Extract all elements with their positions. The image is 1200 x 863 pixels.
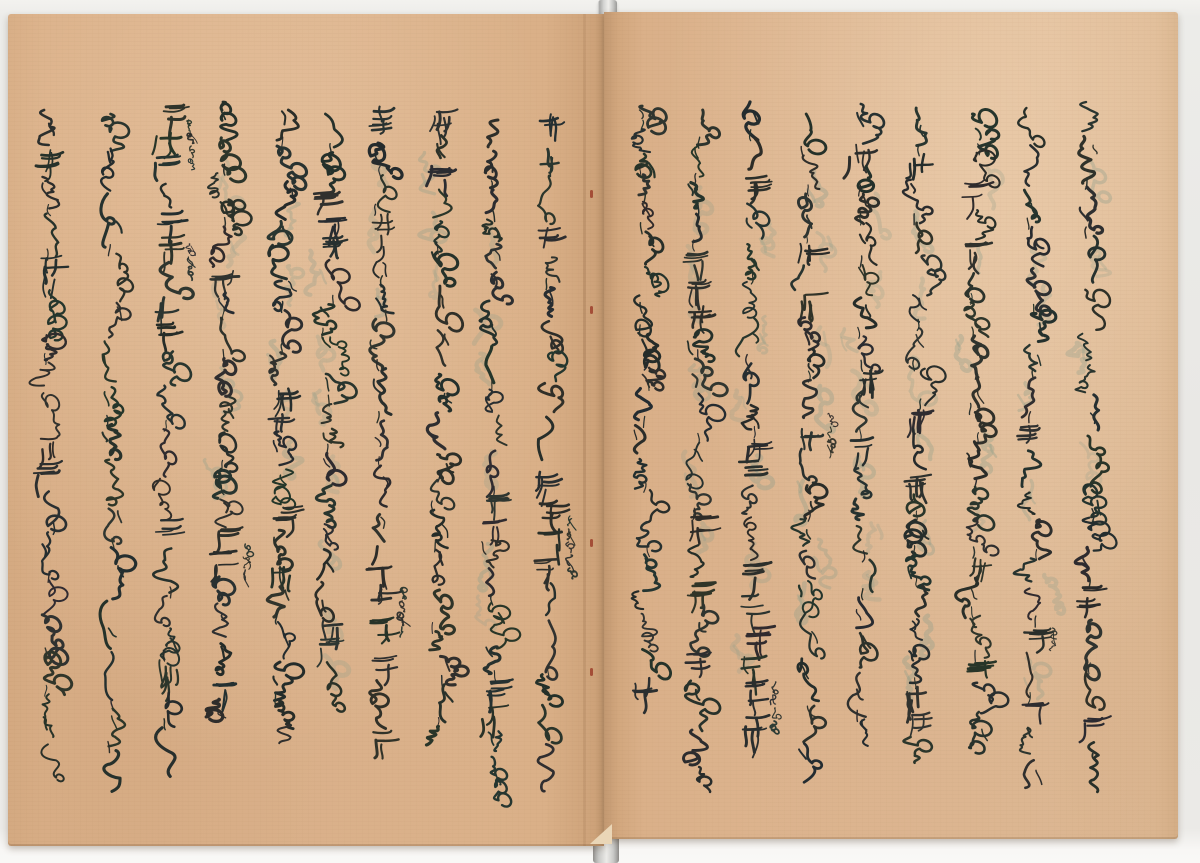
stitch-mark bbox=[590, 668, 593, 676]
stitch-mark bbox=[590, 190, 593, 198]
stitch-mark bbox=[590, 306, 593, 314]
page-left bbox=[8, 14, 604, 846]
stitch-mark bbox=[590, 539, 593, 547]
gutter-crease bbox=[583, 14, 586, 846]
page-right bbox=[604, 12, 1178, 839]
